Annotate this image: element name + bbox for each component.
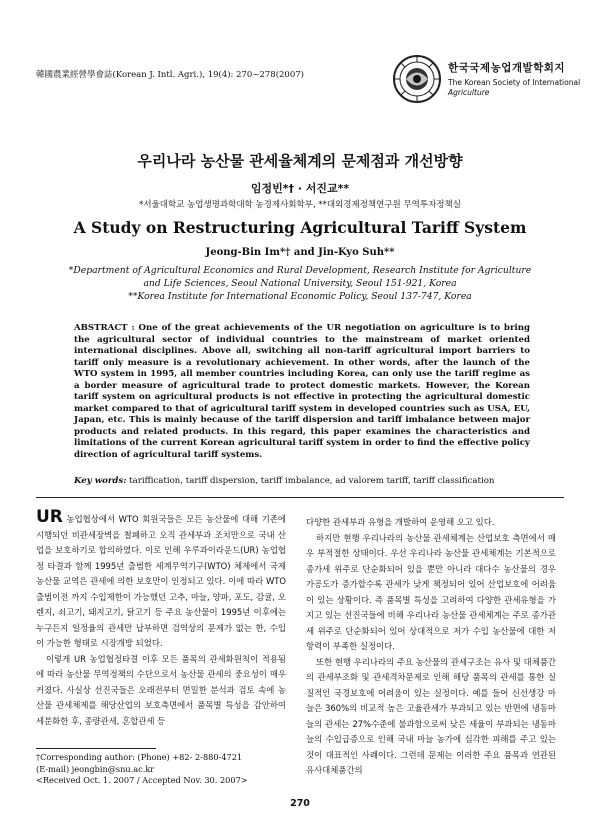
authors-korean: 임정빈*† · 서진교**: [250, 182, 350, 195]
corresponding-author-phone: †Corresponding author: (Phone) +82- 2-880-4721: [36, 752, 243, 762]
keywords-label: Key words:: [74, 476, 127, 486]
paper-title-english: A Study on Restructuring Agricultural Tariff System: [73, 218, 527, 237]
section-divider: [36, 497, 564, 498]
body-paragraph: 다양한 관세부과 유형을 개발하여 운영해 오고 있다.: [306, 517, 495, 527]
affiliation-english-line2: and Life Sciences, Seoul National University, Seoul 151-921, Korea: [143, 278, 457, 289]
affiliation-english-line3: **Korea Institute for International Economic Policy, Seoul 137-747, Korea: [128, 291, 472, 302]
society-logo-block: [392, 54, 581, 112]
society-name-korean: 한국국제농업개발학회지: [448, 62, 566, 74]
body-column-left: [36, 507, 286, 729]
society-name-english-line1: The Korean Society of International: [448, 78, 581, 87]
body-paragraph: 하지만 현행 우리나라의 농산물 관세체계는 산업보호 측면에서 매우 부적절한 상태이다. 우선 우리나라 농산물 관세체계는 기본적으로 종가세 위주로 단순화되어 있을 뿐만 아니라 대다수 농산물의 경우 가공도가 증가할수록 관세가 낮게 책정되어 있어 산업보호에 어려움이 있는 상황이다. 즉 품목별 특성을 고려하여 다양한 관세유형을 가지고 있는 선진국들에 비해 우리나라 농산물 관세체계는 주로 종가관세 위주로 단순화되어 있어 상대적으로 저가 수입 농산물에 대한 저항력이 부족한 실정이다.: [306, 532, 556, 651]
society-emblem-icon: [392, 54, 442, 104]
drop-cap: UR: [36, 507, 63, 527]
body-paragraph: 또한 현행 우리나라의 주요 농산물의 관세구조는 유사 및 대체품간의 관세부조화 및 관세격차문제로 인해 해당 품목의 관세를 통한 실질적인 국경보호에 어려움이 있는 실정이다. 예를 들어 신선생강 마늘은 360%의 비교적 높은 고율관세가 부과되고 있는 반면에 냉동마늘의 관세는 27%수준에 불과함으로써 낮은 세율이 부과되는 냉동마늘의 수입급증으로 인해 국내 마늘 농가에 심각한 피해를 주고 있는 것이 대표적인 사례이다. 그런데 문제는 이러한 주요 품목과 연관된 유사대체품간의: [306, 656, 556, 775]
received-accepted-dates: <Received Oct. 1. 2007 / Accepted Nov. 30. 2007>: [36, 775, 248, 785]
affiliation-english: [60, 264, 540, 303]
keywords-text: tariffication, tariff dispersion, tariff imbalance, ad valorem tariff, tariff classification: [129, 476, 495, 486]
corresponding-author-email: (E-mail) jeongbin@snu.ac.kr: [36, 763, 155, 774]
journal-reference: 韓國農業經營學會誌(Korean J. Intl. Agri.), 19(4): 270~278(2007): [36, 70, 304, 80]
paper-title-korean: 우리나라 농산물 관세율체계의 문제점과 개선방향: [137, 152, 463, 170]
body-paragraph: [36, 507, 286, 652]
abstract: ABSTRACT : One of the great achievements of the UR negotiation on agriculture is to bring the agricultural sector of individual countries to the mainstream of market oriented international disciplines. Above all, switching all non-tariff agricultural import barriers to tariff only measure is a revolutionary achievement. In other words, after the launch of the WTO system in 1995, all member countries including Korea, can only use the tariff regime as a border measure of agricultural trade to protect domestic markets. However, the Korean tariff system on agricultural products is not effective in protecting the agricultural domestic market compared to that of agricultural tariff system in developed countries such as USA, EU, Japan, etc. This is mainly because of the tariff dispersion and tariff imbalance between major products and related products. In this regard, this paper examines the characteristics and limitations of the current Korean agricultural tariff system in order to find the effective policy direction of agricultural tariff systems.: [74, 323, 530, 460]
affiliation-korean: *서울대학교 농업생명과학대학 농경제사회학부, **대외경제정책연구원 무역투자정책실: [139, 200, 461, 210]
body-paragraph: 이렇게 UR 농업협정타결 이후 모든 품목의 관세화원칙이 적용됨에 따라 농산물 무역정책의 수단으로서 농산물 관세의 중요성이 매우 커졌다. 사실상 선진국들은 오래전부터 면밀한 분석과 검토 속에 농산물 관세체제를 해당산업의 보호측면에서 품목별 특성을 감안하여 세분화한 후, 종량관세, 혼합관세 등: [36, 653, 286, 726]
page-number: 270: [290, 798, 310, 809]
body-column-right: [306, 515, 556, 779]
affiliation-english-line1: *Department of Agricultural Economics and Rural Development, Research Institute for Agriculture: [68, 265, 532, 276]
keywords: [74, 476, 530, 486]
footnotes: [36, 752, 248, 787]
footnote-divider: [36, 748, 156, 749]
paragraph-text: 농업협상에서 WTO 회원국들은 모든 농산물에 대해 기존에 시행되던 비관세장벽을 철폐하고 오직 관세부과 조치만으로 국내 산업을 보호하기로 합의하였다. 이로 인해 우루과이라운드(UR) 농업협정 타결과 함께 1995년 출범한 세계무역기구(WTO) 체제에서 국제 농산물 교역은 관세에 의한 보호만이 인정되고 있다. 이에 따라 WTO 출범이전 까지 수입제한이 가능했던 고추, 마늘, 양파, 포도, 감귤, 오렌지, 쇠고기, 돼지고기, 닭고기 등 주요 농산물이 1995년 이후에는 누구든지 일정율의 관세만 납부하면 검역상의 문제가 없는 한, 수입이 가능한 형태로 시장개방 되었다.: [36, 514, 286, 648]
society-name-english-line2: Agriculture: [448, 88, 490, 97]
authors-english: Jeong-Bin Im*† and Jin-Kyo Suh**: [205, 247, 395, 258]
